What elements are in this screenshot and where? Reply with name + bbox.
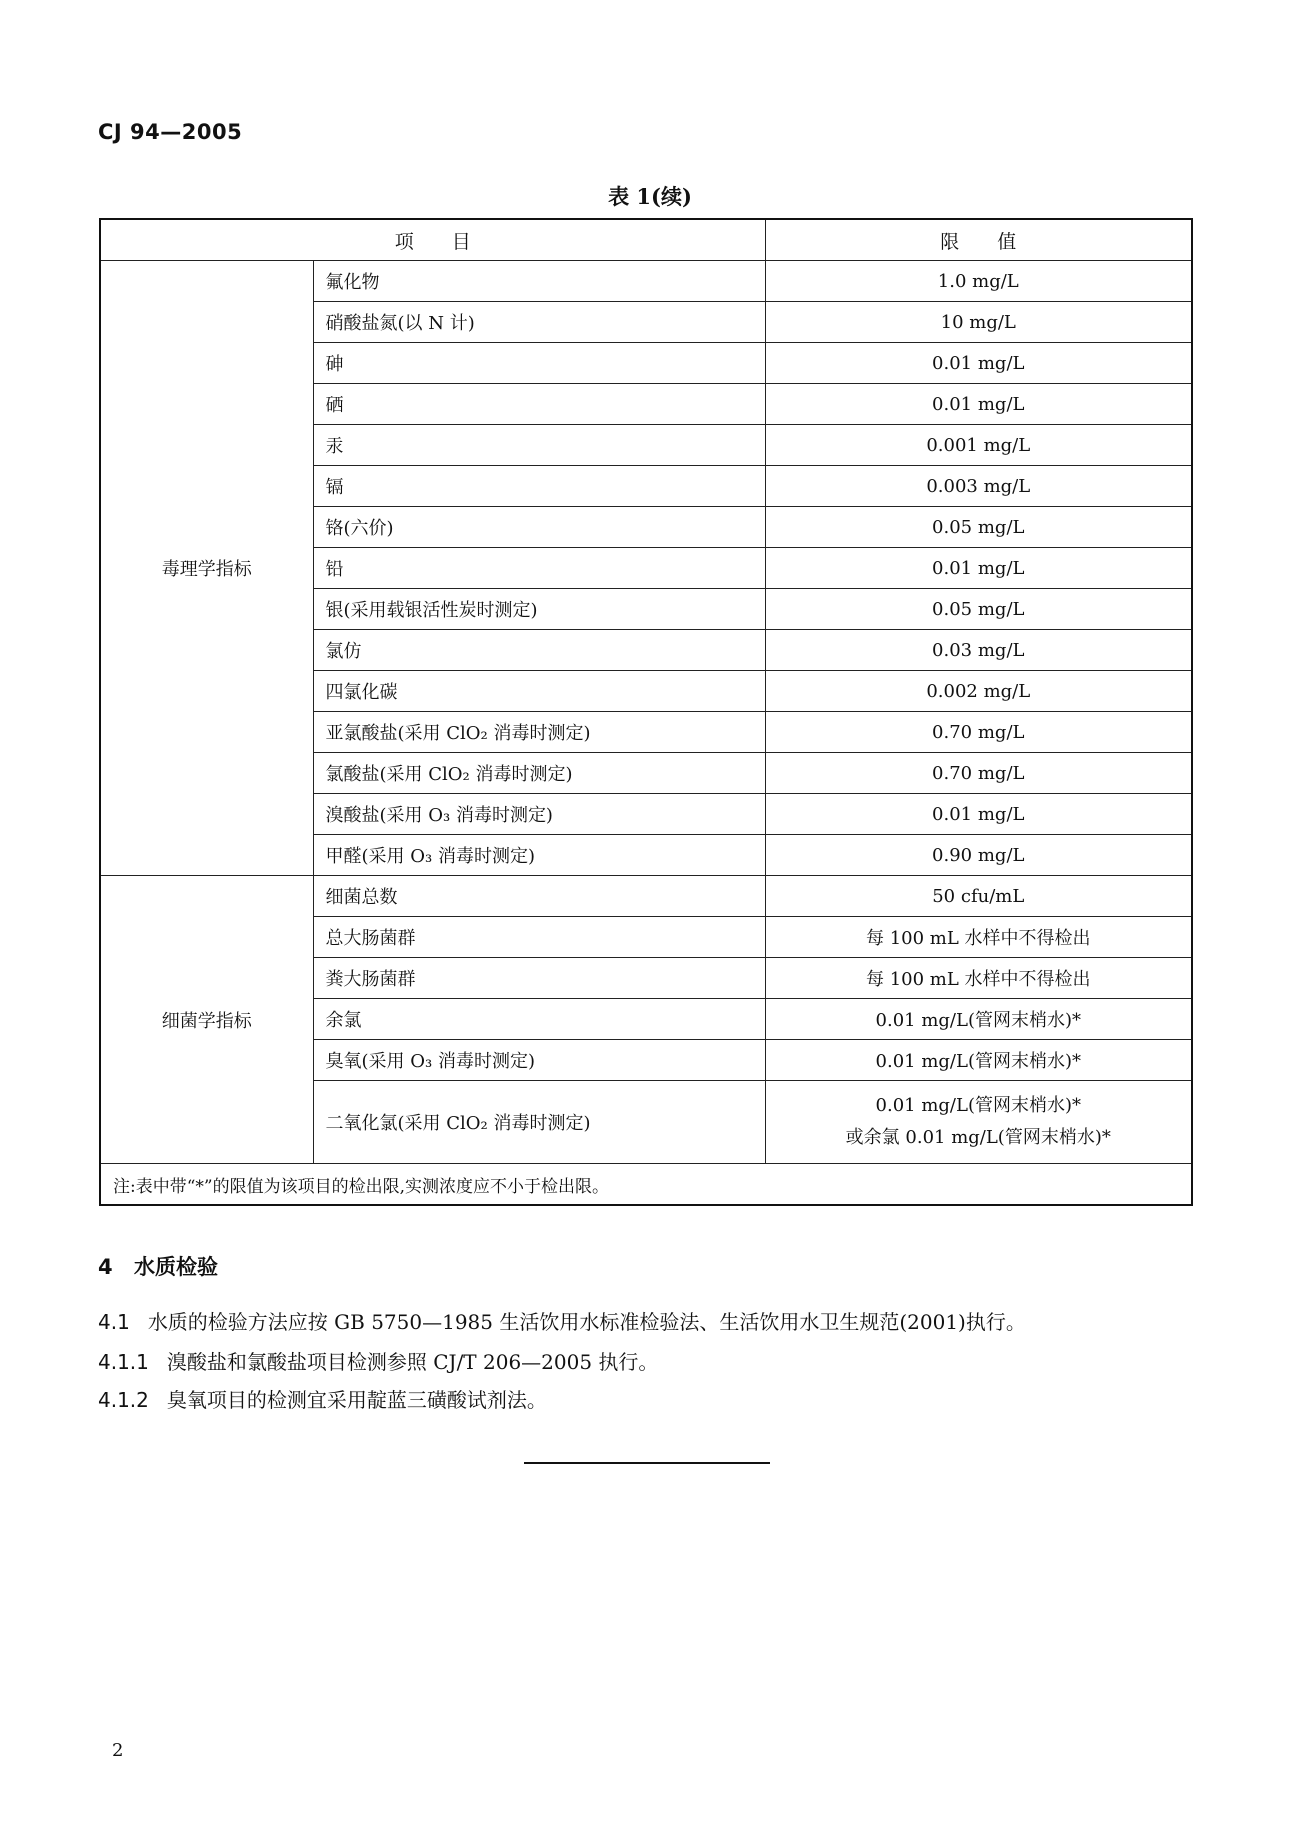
page-number: 2 <box>112 1740 124 1761</box>
table-row <box>100 261 1192 302</box>
clause-text: 水质的检验方法应按 GB 5750—1985 生活饮用水标准检验法、生活饮用水卫生规范(2001)执行。 <box>147 1310 1026 1334</box>
section-number: 4 <box>98 1255 113 1279</box>
limit-cell: 0.70 mg/L <box>765 753 1192 794</box>
limit-cell: 0.01 mg/L(管网末梢水)* <box>765 1040 1192 1081</box>
limit-cell: 1.0 mg/L <box>765 261 1192 302</box>
item-cell: 四氯化碳 <box>313 671 765 712</box>
item-cell: 甲醛(采用 O₃ 消毒时测定) <box>313 835 765 876</box>
column-header-item: 项 目 <box>100 219 765 261</box>
table-note: 注:表中带“*”的限值为该项目的检出限,实测浓度应不小于检出限。 <box>100 1164 1192 1206</box>
clause-number: 4.1.1 <box>98 1350 149 1374</box>
limit-cell: 0.001 mg/L <box>765 425 1192 466</box>
end-of-standard-rule <box>524 1462 770 1464</box>
item-cell: 汞 <box>313 425 765 466</box>
limit-cell: 0.002 mg/L <box>765 671 1192 712</box>
item-cell: 二氧化氯(采用 ClO₂ 消毒时测定) <box>313 1081 765 1164</box>
clause-text: 溴酸盐和氯酸盐项目检测参照 CJ/T 206—2005 执行。 <box>166 1350 659 1374</box>
water-quality-table <box>99 218 1193 1206</box>
item-cell: 余氯 <box>313 999 765 1040</box>
item-cell: 砷 <box>313 343 765 384</box>
item-cell: 硝酸盐氮(以 N 计) <box>313 302 765 343</box>
group-label-bacteriology: 细菌学指标 <box>100 876 313 1164</box>
column-header-limit: 限 值 <box>765 219 1192 261</box>
paragraph <box>98 1384 547 1413</box>
table-header-row <box>100 219 1192 261</box>
item-cell: 氯酸盐(采用 ClO₂ 消毒时测定) <box>313 753 765 794</box>
item-cell: 细菌总数 <box>313 876 765 917</box>
clause-number: 4.1.2 <box>98 1388 149 1412</box>
limit-cell: 0.01 mg/L <box>765 548 1192 589</box>
table-row <box>100 876 1192 917</box>
limit-line-2: 或余氯 0.01 mg/L(管网末梢水)* <box>845 1127 1111 1148</box>
group-label-toxicology: 毒理学指标 <box>100 261 313 876</box>
limit-cell: 0.01 mg/L <box>765 343 1192 384</box>
paragraph <box>98 1346 658 1375</box>
item-cell: 粪大肠菌群 <box>313 958 765 999</box>
section-title: 水质检验 <box>134 1255 218 1279</box>
clause-text: 臭氧项目的检测宜采用靛蓝三磺酸试剂法。 <box>166 1388 547 1412</box>
item-cell: 铬(六价) <box>313 507 765 548</box>
item-cell: 银(采用载银活性炭时测定) <box>313 589 765 630</box>
limit-cell: 0.05 mg/L <box>765 507 1192 548</box>
section-heading <box>98 1251 218 1281</box>
limit-cell: 0.03 mg/L <box>765 630 1192 671</box>
limit-cell: 0.90 mg/L <box>765 835 1192 876</box>
limit-cell: 0.01 mg/L <box>765 794 1192 835</box>
limit-cell: 0.01 mg/L <box>765 384 1192 425</box>
item-cell: 镉 <box>313 466 765 507</box>
limit-cell: 50 cfu/mL <box>765 876 1192 917</box>
item-cell: 硒 <box>313 384 765 425</box>
limit-cell: 0.70 mg/L <box>765 712 1192 753</box>
limit-cell: 每 100 mL 水样中不得检出 <box>765 958 1192 999</box>
document-code: CJ 94—2005 <box>98 120 243 144</box>
paragraph <box>98 1306 1026 1335</box>
limit-cell: 0.003 mg/L <box>765 466 1192 507</box>
limit-cell: 每 100 mL 水样中不得检出 <box>765 917 1192 958</box>
item-cell: 氯仿 <box>313 630 765 671</box>
item-cell: 溴酸盐(采用 O₃ 消毒时测定) <box>313 794 765 835</box>
limit-line-1: 0.01 mg/L(管网末梢水)* <box>875 1095 1081 1116</box>
item-cell: 臭氧(采用 O₃ 消毒时测定) <box>313 1040 765 1081</box>
limit-cell <box>765 1081 1192 1164</box>
limit-cell: 0.05 mg/L <box>765 589 1192 630</box>
table-caption: 表 1(续) <box>608 184 692 209</box>
item-cell: 总大肠菌群 <box>313 917 765 958</box>
table-note-row <box>100 1164 1192 1206</box>
limit-cell: 0.01 mg/L(管网末梢水)* <box>765 999 1192 1040</box>
item-cell: 亚氯酸盐(采用 ClO₂ 消毒时测定) <box>313 712 765 753</box>
clause-number: 4.1 <box>98 1310 130 1334</box>
item-cell: 铅 <box>313 548 765 589</box>
item-cell: 氟化物 <box>313 261 765 302</box>
limit-cell: 10 mg/L <box>765 302 1192 343</box>
